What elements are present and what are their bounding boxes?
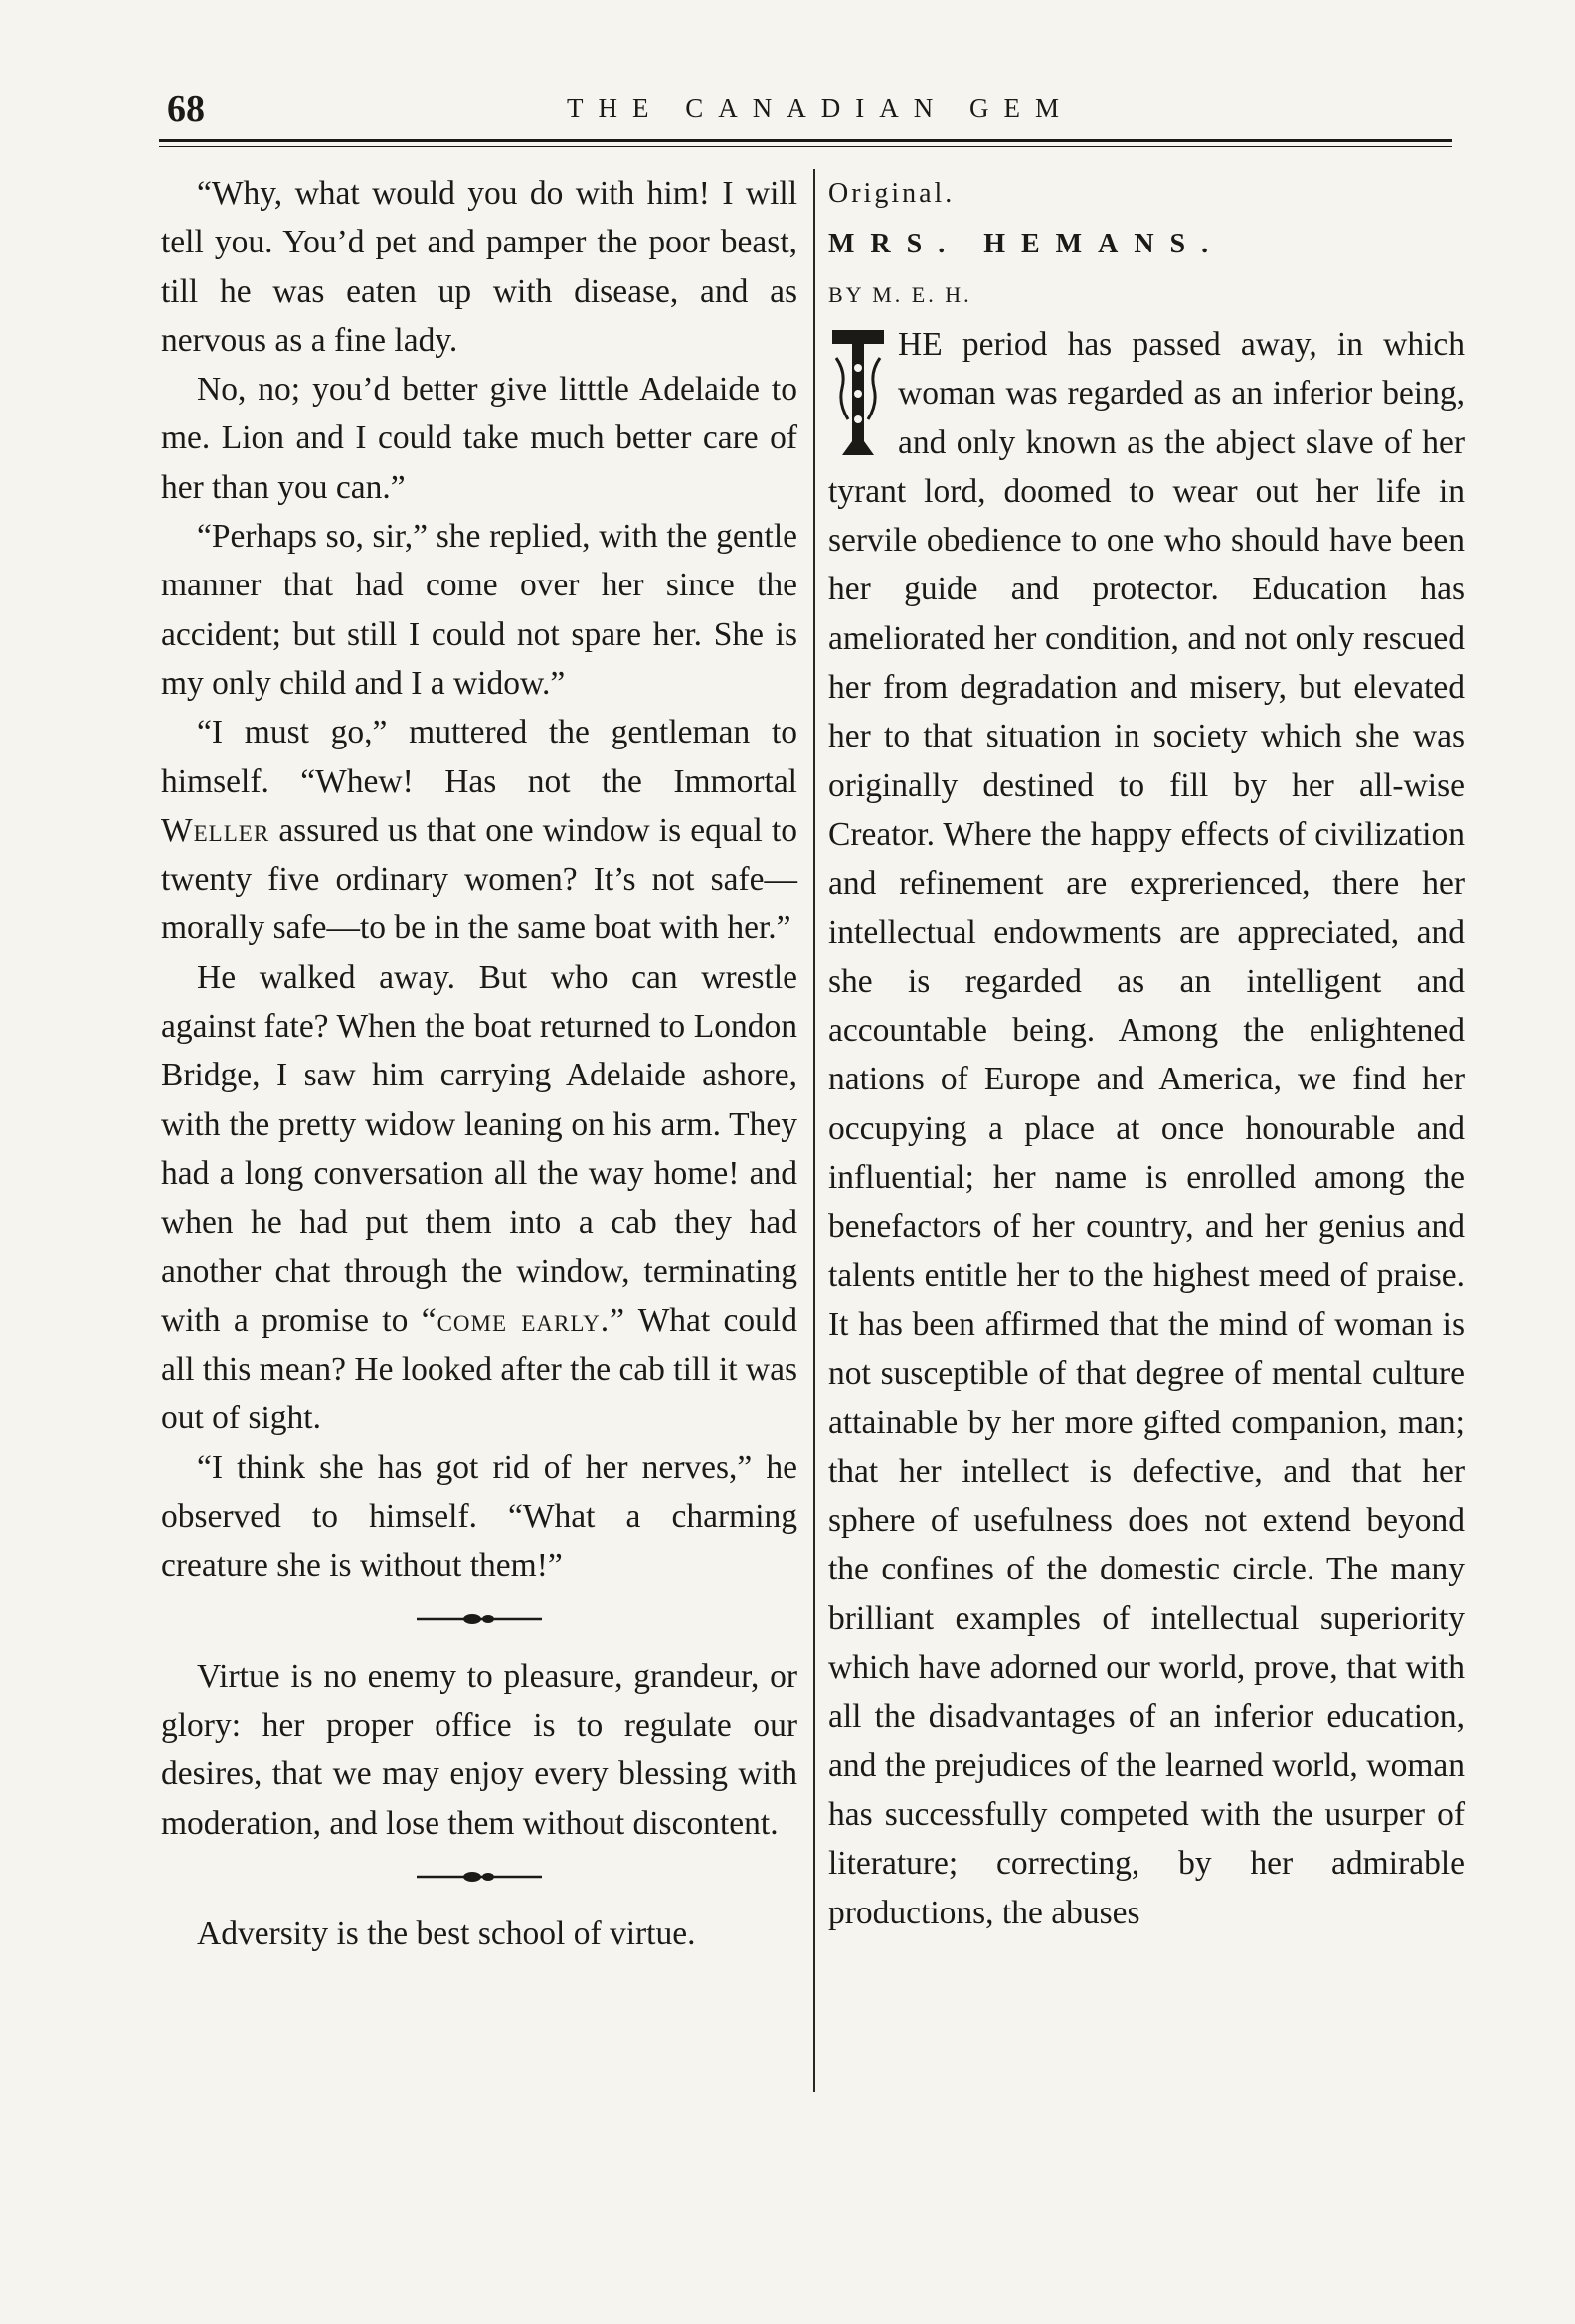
column-divider — [813, 169, 815, 2092]
paragraph: “Perhaps so, sir,” she replied, with the gentle manner that had come over her since the accident; but still I could not spare her. She is my only child and I a widow.” — [161, 518, 797, 702]
dropcap-ornament — [828, 324, 888, 461]
paragraph-text: What could all this mean? He looked after the cab till it was out of sight. — [161, 1301, 798, 1437]
article-title: MRS. HEMANS. — [828, 229, 1225, 259]
header-rule-thin — [159, 146, 1452, 147]
running-title: THE CANADIAN GEM — [567, 93, 1074, 123]
article-body — [828, 320, 1465, 1937]
paragraph-text: He walked away. But who can wrestle against fate? When the boat returned to London Bridge, I saw him carrying Adelaide ashore, with the pretty widow leaning on his arm. They had a long conversation all the way home! and when he had put them into a cab they had another chat through the window, terminating with a promise to — [161, 958, 797, 1339]
left-column — [161, 169, 797, 1958]
paragraph: “I think she has got rid of her nerves,” he observed to himself. “What a charming creature she is without them!” — [161, 1448, 797, 1584]
byline: BY M. E. H. — [828, 282, 972, 307]
smallcaps-quote: “come early.” — [421, 1301, 625, 1339]
right-column — [828, 169, 1465, 1937]
virtue-maxim: Virtue is no enemy to pleasure, grandeur, or glory: her proper office is to regulate our desires, that we may enjoy every blessing with moderation, and lose them without discontent. — [161, 1657, 797, 1842]
adversity-maxim: Adversity is the best school of virtue. — [197, 1914, 696, 1952]
paragraph-text: “I must go,” muttered the gentleman to himself. “Whew! Has not the Immortal — [161, 714, 797, 800]
original-label: Original. — [828, 178, 956, 209]
ornament-divider — [415, 1612, 544, 1626]
paragraph: No, no; you’d better give litttle Adelaide to me. Lion and I could take much better care of her than you can.” — [161, 371, 797, 506]
ornament-divider — [415, 1870, 544, 1884]
header-rule-thick — [159, 139, 1452, 142]
page-header — [149, 87, 1452, 131]
page-number: 68 — [167, 88, 205, 130]
paragraph — [161, 708, 797, 952]
paragraph — [161, 953, 797, 1443]
paragraph: “Why, what would you do with him! I will tell you. You’d pet and pamper the poor beast, till he was eaten up with disease, and as nervous as a fine lady. — [161, 175, 797, 359]
paragraph-text: assured us that one window is equal to twenty five ordinary women? It’s not safe—morally safe—to be in the same boat with her.” — [161, 811, 798, 947]
smallcaps-name: Weller — [161, 811, 270, 849]
article-text: HE period has passed away, in which woman was regarded as an inferior being, and only known as the abject slave of her tyrant lord, doomed to wear out her life in servile obedience to one who should have been her guide and protector. Education has ameliorated her condition, and not only rescued her from degradation and misery, but elevated her to that situation in society which she was originally destined to fill by her all-wise Creator. Where the happy effects of civilization and refinement are exprerienced, there her intellectual endowments are appreciated, and she is regarded as an intelligent and accountable being. Among the enlightened nations of Europe and America, we find her occupying a place at once honourable and influential; her name is enrolled among the benefactors of her country, and her genius and talents entitle her to the highest meed of praise. It has been affirmed that the mind of woman is not susceptible of that degree of mental culture attainable by her more gifted companion, man; that her intellect is defective, and that her sphere of usefulness does not extend beyond the confines of the domestic circle. The many brilliant examples of intellectual superiority which have adorned our world, prove, that with all the disadvantages of an inferior education, and the prejudices of the learned world, woman has successfully competed with the usurper of literature; correcting, by her admirable productions, the abuses — [828, 326, 1465, 1931]
